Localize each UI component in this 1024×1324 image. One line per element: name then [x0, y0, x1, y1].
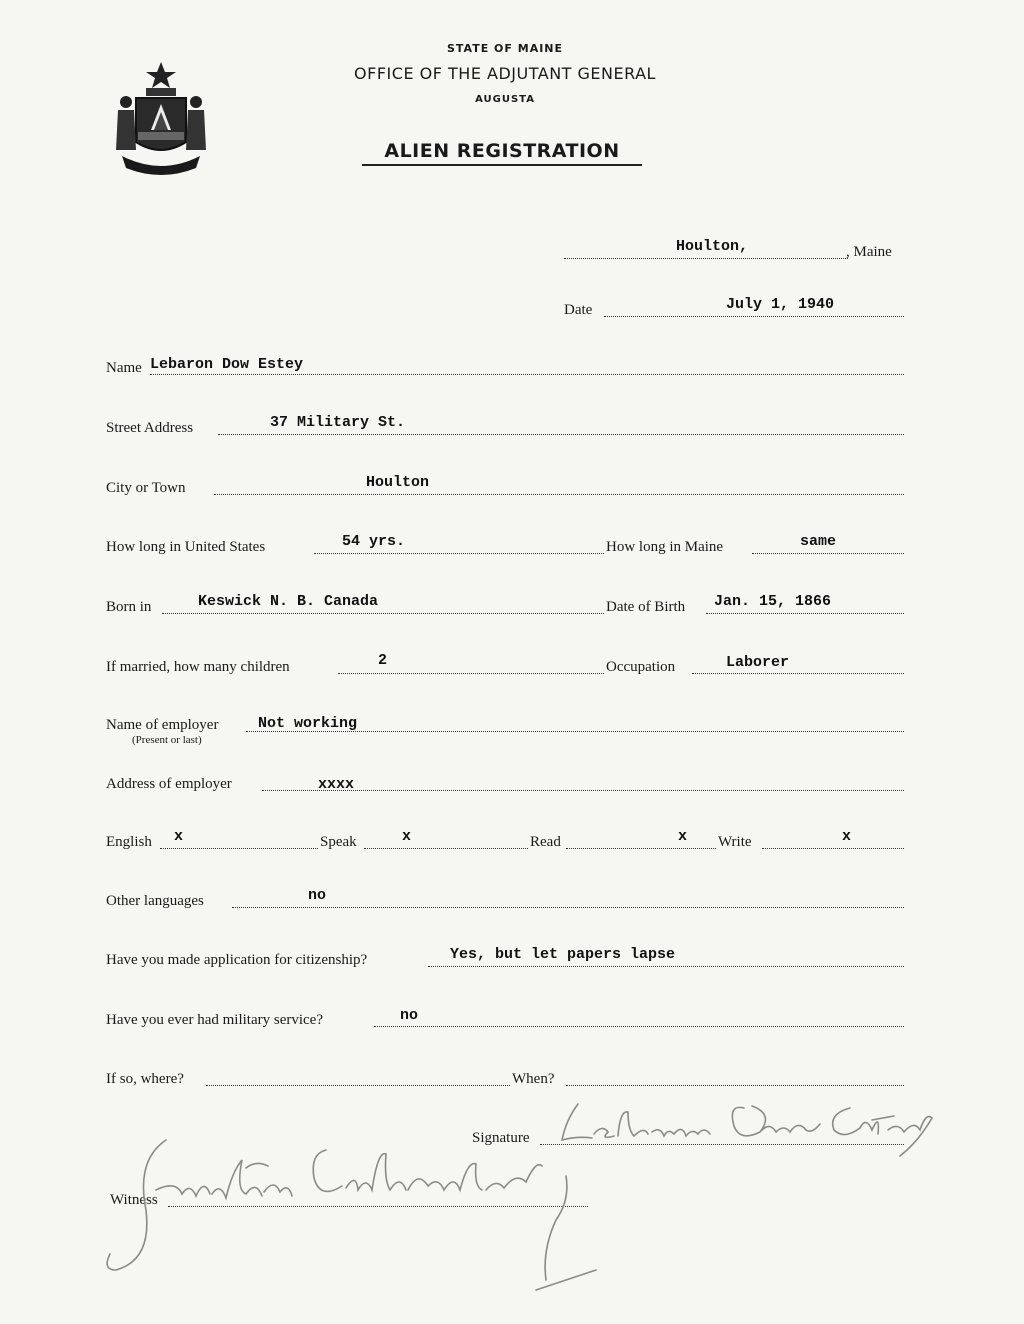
- witness-handwriting: [96, 1120, 616, 1300]
- citizenship-value: Yes, but let papers lapse: [450, 946, 676, 963]
- occupation-label: Occupation: [606, 659, 676, 675]
- name-line: [150, 374, 904, 375]
- date-value: July 1, 1940: [726, 296, 835, 313]
- occupation-value: Laborer: [726, 654, 790, 671]
- street-value: 37 Military St.: [270, 414, 406, 431]
- city-line: [214, 494, 904, 495]
- place-suffix: , Maine: [846, 244, 892, 260]
- maine-duration-label: How long in Maine: [606, 539, 724, 555]
- speak-label: Speak: [320, 834, 357, 850]
- children-label: If married, how many children: [106, 659, 290, 675]
- children-line: [338, 673, 604, 674]
- write-label: Write: [718, 834, 752, 850]
- place-value: Houlton,: [676, 238, 749, 255]
- dob-line: [706, 613, 904, 614]
- read-line: [566, 848, 716, 849]
- employer-address-value: xxxx: [318, 776, 355, 793]
- citizenship-line: [428, 966, 904, 967]
- place-line: [564, 258, 848, 259]
- english-line: [160, 848, 318, 849]
- us-duration-line: [314, 553, 604, 554]
- employer-address-label: Address of employer: [106, 776, 232, 792]
- date-label: Date: [564, 302, 593, 318]
- where-label: If so, where?: [106, 1071, 184, 1087]
- children-value: 2: [378, 652, 388, 669]
- military-line: [374, 1026, 904, 1027]
- english-value: x: [174, 828, 184, 845]
- name-value: Lebaron Dow Estey: [150, 356, 304, 373]
- maine-duration-value: same: [800, 533, 837, 550]
- header-city: AUGUSTA: [475, 94, 535, 105]
- street-label: Street Address: [106, 420, 194, 436]
- signature-label: Signature: [472, 1130, 530, 1146]
- street-line: [218, 434, 904, 435]
- where-line: [206, 1085, 510, 1086]
- born-in-label: Born in: [106, 599, 152, 615]
- when-label: When?: [512, 1071, 555, 1087]
- military-label: Have you ever had military service?: [106, 1012, 323, 1028]
- write-line: [762, 848, 904, 849]
- maine-duration-line: [752, 553, 904, 554]
- other-languages-line: [232, 907, 904, 908]
- employer-label: Name of employer: [106, 717, 219, 733]
- employer-value: Not working: [258, 715, 358, 732]
- military-value: no: [400, 1007, 419, 1024]
- speak-value: x: [402, 828, 412, 845]
- city-label: City or Town: [106, 480, 186, 496]
- date-line: [604, 316, 904, 317]
- employer-sublabel: (Present or last): [132, 734, 202, 746]
- city-value: Houlton: [366, 474, 430, 491]
- dob-label: Date of Birth: [606, 599, 686, 615]
- other-languages-label: Other languages: [106, 893, 204, 909]
- citizenship-label: Have you made application for citizenship?: [106, 952, 368, 968]
- maine-state-seal-icon: [108, 58, 214, 178]
- form-title: ALIEN REGISTRATION: [362, 140, 642, 166]
- read-value: x: [678, 828, 688, 845]
- name-label: Name: [106, 360, 142, 376]
- header-state: STATE OF MAINE: [446, 42, 564, 55]
- born-in-value: Keswick N. B. Canada: [198, 593, 379, 610]
- speak-line: [364, 848, 528, 849]
- born-in-line: [162, 613, 604, 614]
- header-office: OFFICE OF THE ADJUTANT GENERAL: [354, 64, 656, 83]
- employer-address-line: [262, 790, 904, 791]
- dob-value: Jan. 15, 1866: [714, 593, 832, 610]
- other-languages-value: no: [308, 887, 327, 904]
- us-duration-label: How long in United States: [106, 539, 266, 555]
- write-value: x: [842, 828, 852, 845]
- witness-label: Witness: [110, 1192, 158, 1208]
- read-label: Read: [530, 834, 561, 850]
- english-label: English: [106, 834, 152, 850]
- occupation-line: [692, 673, 904, 674]
- when-line: [566, 1085, 904, 1086]
- us-duration-value: 54 yrs.: [342, 533, 406, 550]
